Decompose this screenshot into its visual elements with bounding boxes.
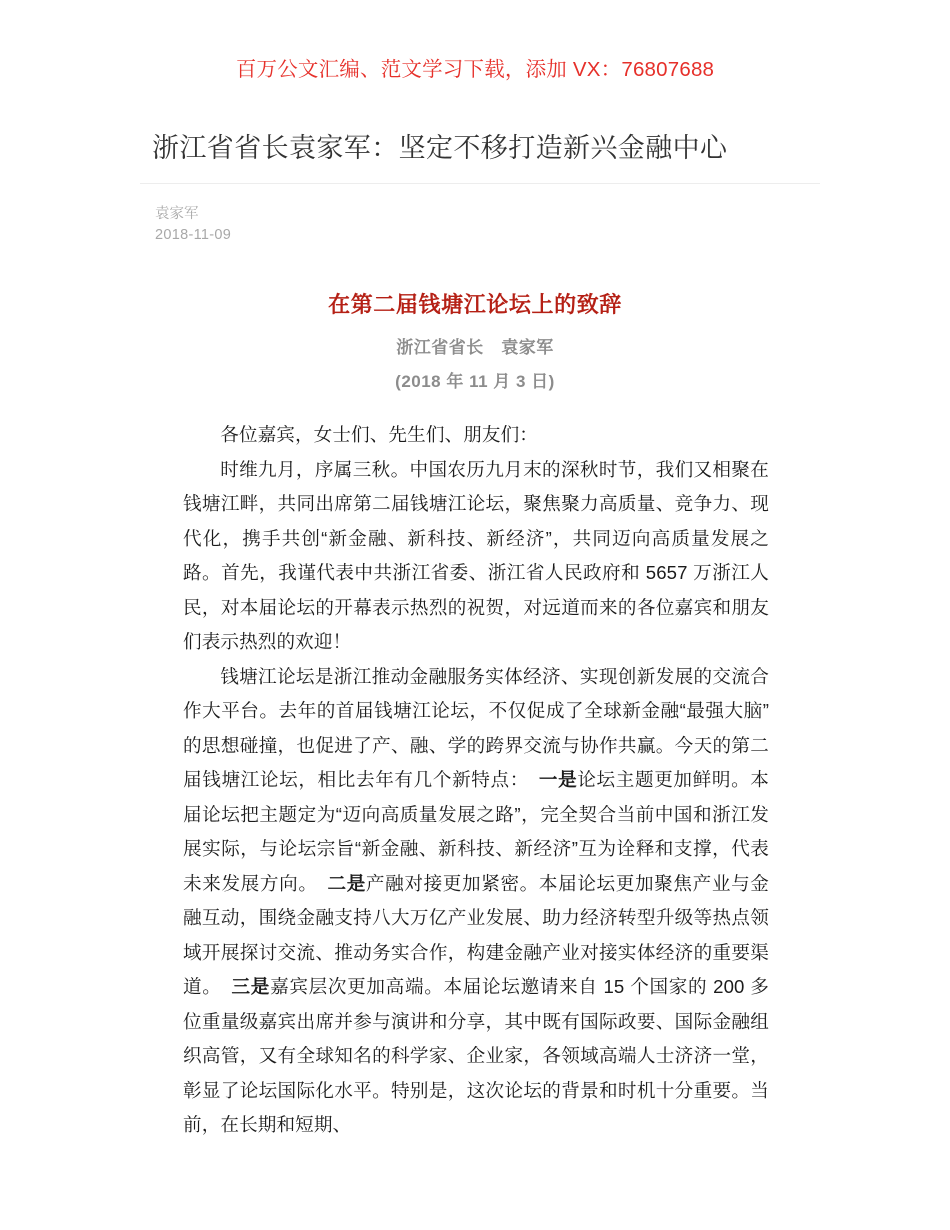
text-run: 嘉宾层次更加高端。本届论坛邀请来自 15 个国家的 200 多位重量级嘉宾出席并参与演讲和分享，其中既有国际政要、国际金融组织高管，又有全球知名的科学家、企业家，各领域高端人士济济一堂，彰显了论坛国际化水平。特别是，这次论坛的背景和时机十分重要。当前，在长期和短期、 — [183, 976, 769, 1135]
speech-heading-block — [0, 288, 950, 395]
header-divider — [140, 183, 820, 184]
text-run: 钱塘江论坛是浙江推动金融服务实体经济、实现创新发展的交流合作大平台。去年的首届钱塘江论坛，不仅促成了全球新金融“最强大脑”的思想碰撞，也促进了产、融、学的跨界交流与协作共赢。今天的第二届钱塘江论坛，相比去年有几个新特点： — [183, 665, 769, 790]
speech-title: 在第二届钱塘江论坛上的致辞 — [328, 292, 622, 317]
byline — [155, 204, 231, 246]
text-run: 时维九月，序属三秋。中国农历九月末的深秋时节，我们又相聚在钱塘江畔，共同出席第二届钱塘江论坛，聚焦聚力高质量、竞争力、现代化，携手共创“新金融、新科技、新经济”，共同迈向高质量发展之路。首先，我谨代表中共浙江省委、浙江省人民政府和 5657 万浙江人民，对本届论坛的开幕表示热烈的祝贺，对远道而来的各位嘉宾和朋友们表示热烈的欢迎！ — [183, 458, 769, 652]
speech-date: (2018 年 11 月 3 日) — [395, 372, 555, 391]
promo-banner-text: 百万公文汇编、范文学习下载，添加 VX：76807688 — [235, 58, 715, 81]
byline-date: 2018-11-09 — [155, 227, 232, 243]
article-body — [183, 418, 769, 1143]
emphasis-run: 二是 — [327, 872, 366, 894]
paragraph — [183, 660, 769, 1143]
article-header — [152, 128, 812, 168]
speech-author: 浙江省省长 袁家军 — [396, 338, 554, 357]
emphasis-run: 三是 — [231, 976, 271, 997]
byline-author: 袁家军 — [155, 206, 199, 222]
emphasis-run: 一是 — [538, 769, 578, 790]
paragraph — [183, 418, 769, 453]
page-title: 浙江省省长袁家军：坚定不移打造新兴金融中心 — [152, 133, 728, 163]
text-run: 各位嘉宾，女士们、先生们、朋友们： — [220, 424, 538, 445]
text-run: 论坛主题更加鲜明。本届论坛把主题定为“迈向高质量发展之路”，完全契合当前中国和浙江发展实际，与论坛宗旨“新金融、新科技、新经济”互为诠释和支撑，代表未来发展方向。 — [183, 769, 769, 894]
paragraph — [183, 453, 769, 660]
text-run: 产融对接更加紧密。本届论坛更加聚焦产业与金融互动，围绕金融支持八大万亿产业发展、助力经济转型升级等热点领域开展探讨交流、推动务实合作，构建金融产业对接实体经济的重要渠道。 — [183, 872, 770, 997]
